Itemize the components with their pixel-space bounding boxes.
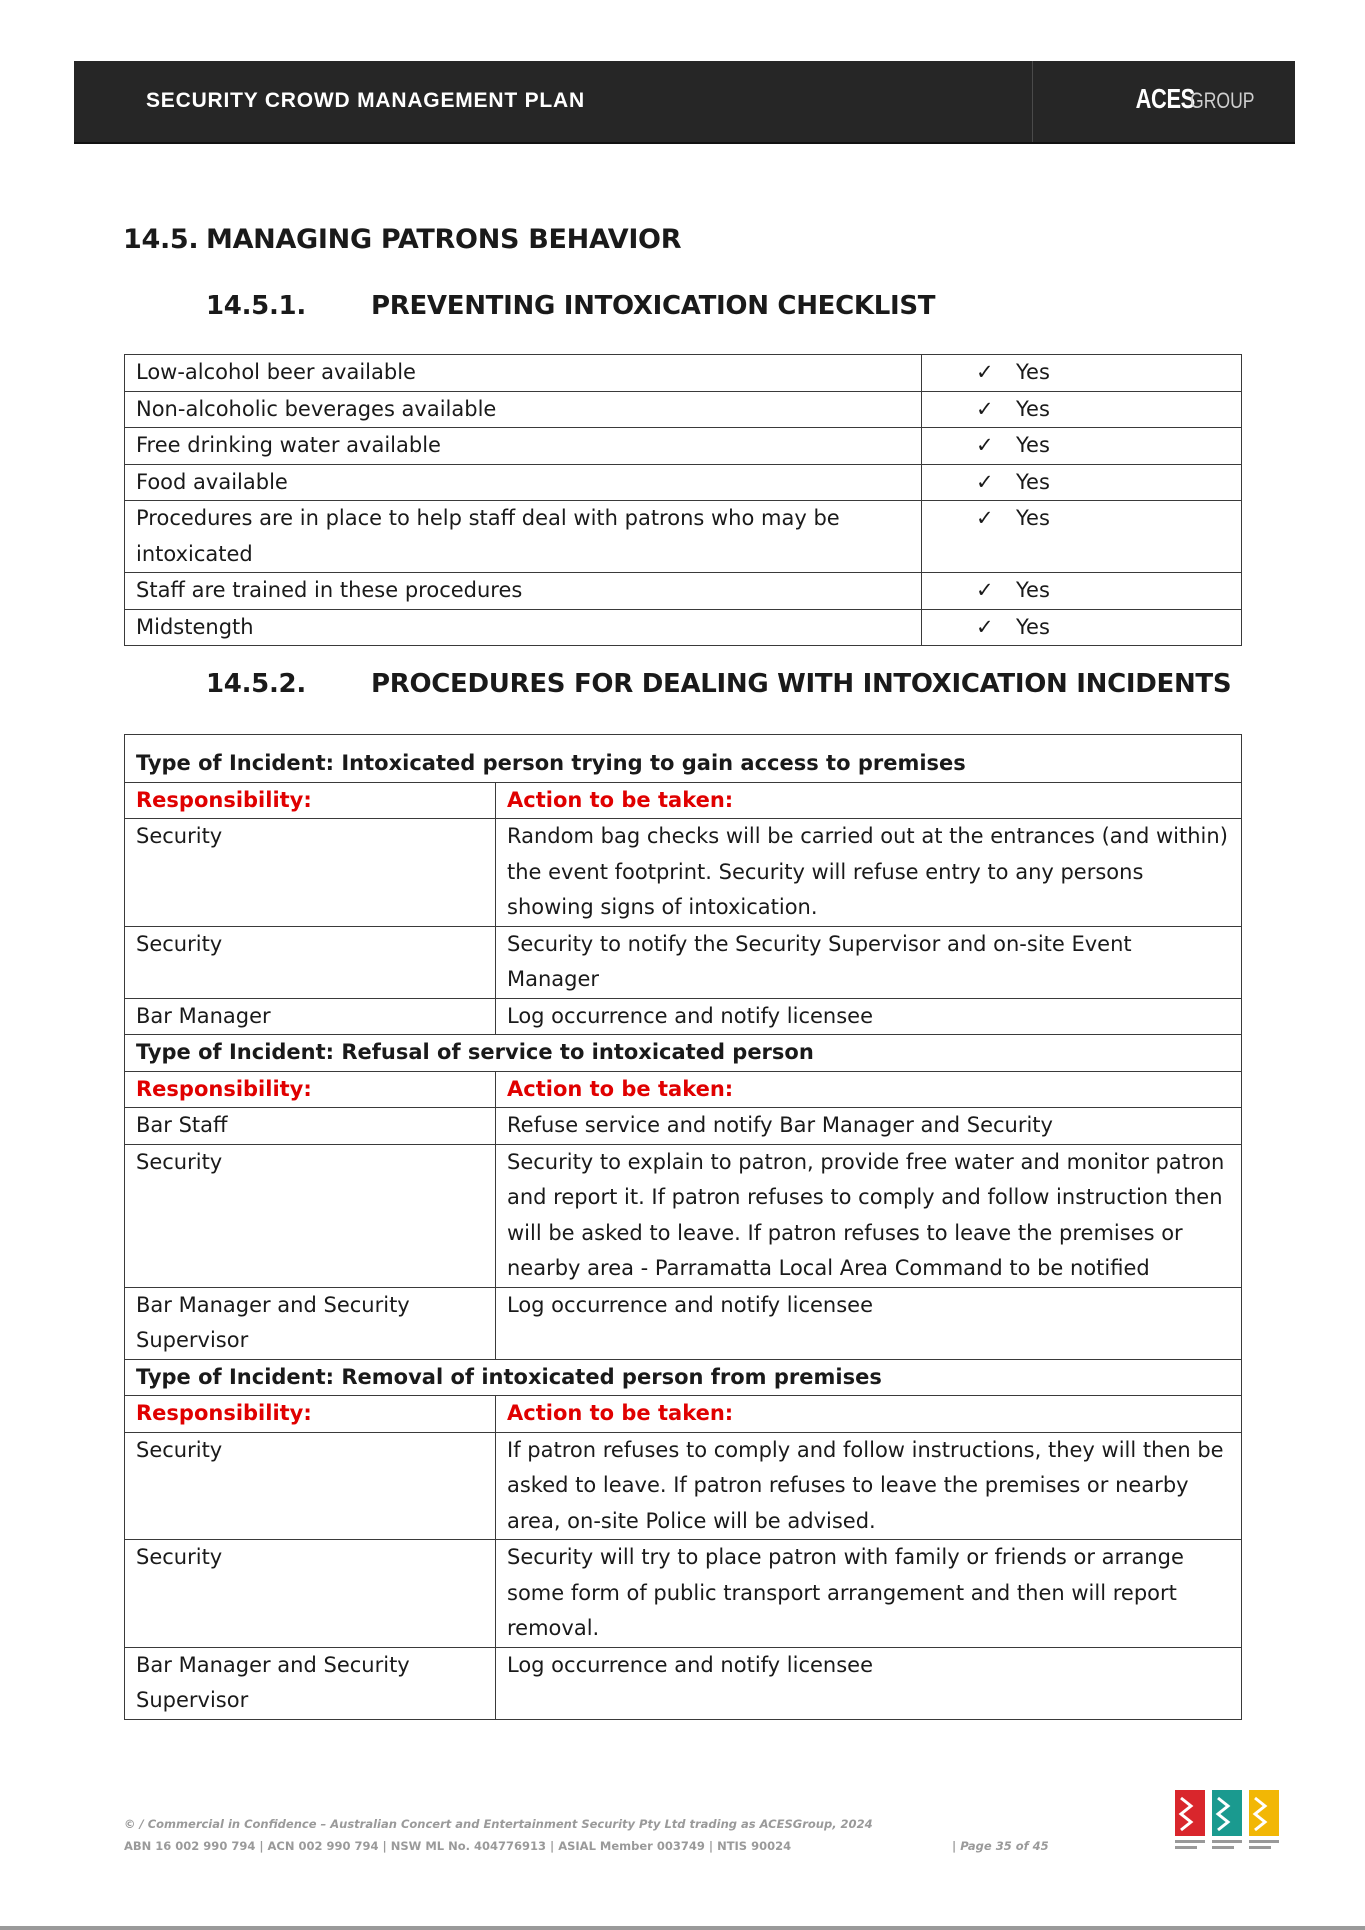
checklist-row (125, 428, 1242, 465)
answer-text: Yes (1016, 506, 1050, 530)
subsection-title-1: PREVENTING INTOXICATION CHECKLIST (371, 291, 936, 321)
incident-row (125, 1540, 1242, 1648)
checklist-item: Midstength (125, 609, 922, 646)
header-title: SECURITY CROWD MANAGEMENT PLAN (146, 89, 585, 112)
logo-strong: ACES (1135, 83, 1195, 114)
checklist-answer (922, 609, 1242, 646)
footer-page-number: | Page 35 of 45 (952, 1839, 1049, 1853)
incident-header-row (125, 1396, 1242, 1433)
incident-type: Type of Incident: Refusal of service to intoxicated person (125, 1035, 1242, 1072)
checklist-item: Free drinking water available (125, 428, 922, 465)
checklist-answer (922, 391, 1242, 428)
checkmark-icon: ✓ (976, 506, 994, 530)
responsibility-cell: Bar Manager and Security Supervisor (125, 1287, 496, 1359)
checklist-row (125, 355, 1242, 392)
footer-abn: ABN 16 002 990 794 | ACN 002 990 794 | NSW ML No. 404776913 | ASIAL Member 003749 | NTIS 90024 (124, 1839, 792, 1853)
responsibility-cell: Security (125, 819, 496, 927)
section-title: MANAGING PATRONS BEHAVIOR (206, 224, 682, 255)
responsibility-header: Responsibility: (125, 1396, 496, 1433)
action-header: Action to be taken: (496, 1071, 1242, 1108)
checklist-row (125, 501, 1242, 573)
responsibility-cell: Bar Manager and Security Supervisor (125, 1647, 496, 1719)
incident-type: Type of Incident: Removal of intoxicated person from premises (125, 1359, 1242, 1396)
checklist-answer (922, 573, 1242, 610)
answer-text: Yes (1016, 614, 1050, 639)
responsibility-header: Responsibility: (125, 782, 496, 819)
answer-text: Yes (1016, 396, 1050, 421)
answer-text: Yes (1016, 433, 1050, 457)
subsection-heading-1 (206, 291, 935, 321)
subsection-heading-2 (206, 669, 1231, 699)
action-cell: Log occurrence and notify licensee (496, 1287, 1242, 1359)
subsection-number-2: 14.5.2. (206, 669, 306, 699)
incident-type-row (125, 735, 1242, 783)
incident-header-row (125, 1071, 1242, 1108)
incident-procedures-table (124, 734, 1242, 1720)
checkmark-icon: ✓ (976, 614, 994, 639)
checklist-answer (922, 464, 1242, 501)
responsibility-cell: Security (125, 926, 496, 998)
action-cell: Log occurrence and notify licensee (496, 1647, 1242, 1719)
checklist-answer (922, 355, 1242, 392)
checkmark-icon: ✓ (976, 469, 994, 494)
bottom-border (0, 1926, 1365, 1930)
section-heading (123, 224, 681, 255)
incident-row (125, 1432, 1242, 1540)
checklist-row (125, 391, 1242, 428)
answer-text: Yes (1016, 469, 1050, 494)
checkmark-icon: ✓ (976, 433, 994, 457)
subsection-title-2: PROCEDURES FOR DEALING WITH INTOXICATION INCIDENTS (371, 669, 1232, 699)
certification-logos (1175, 1790, 1281, 1856)
page-header (74, 61, 1295, 144)
incident-row (125, 1108, 1242, 1145)
answer-text: Yes (1016, 578, 1050, 602)
checklist-answer (922, 501, 1242, 573)
environment-cert-icon (1212, 1790, 1242, 1849)
responsibility-cell: Security (125, 1540, 496, 1648)
checklist-item: Staff are trained in these procedures (125, 573, 922, 610)
action-cell: Log occurrence and notify licensee (496, 998, 1242, 1035)
checklist-item: Procedures are in place to help staff deal with patrons who may be intoxicated (125, 501, 922, 573)
ohs-cert-icon (1249, 1790, 1279, 1849)
responsibility-cell: Bar Staff (125, 1108, 496, 1145)
action-cell: Security will try to place patron with family or friends or arrange some form of public transport arrangement and then will report removal. (496, 1540, 1242, 1648)
incident-type-row (125, 1035, 1242, 1072)
section-number: 14.5. (123, 224, 199, 255)
incident-type: Type of Incident: Intoxicated person trying to gain access to premises (125, 735, 1242, 783)
incident-row (125, 819, 1242, 927)
checklist-item: Low-alcohol beer available (125, 355, 922, 392)
checklist-row (125, 609, 1242, 646)
action-header: Action to be taken: (496, 782, 1242, 819)
incident-row (125, 1647, 1242, 1719)
action-cell: Random bag checks will be carried out at the entrances (and within) the event footprint. Security will refuse entry to any persons showing signs of intoxication. (496, 819, 1242, 927)
incident-row (125, 926, 1242, 998)
action-cell: Security to notify the Security Supervisor and on-site Event Manager (496, 926, 1242, 998)
incident-row (125, 1287, 1242, 1359)
action-cell: Refuse service and notify Bar Manager and Security (496, 1108, 1242, 1145)
checklist-item: Food available (125, 464, 922, 501)
action-cell: If patron refuses to comply and follow instructions, they will then be asked to leave. If patron refuses to leave the premises or nearby area, on-site Police will be advised. (496, 1432, 1242, 1540)
header-divider (1032, 61, 1033, 142)
checkmark-icon: ✓ (976, 360, 994, 384)
responsibility-cell: Bar Manager (125, 998, 496, 1035)
subsection-number-1: 14.5.1. (206, 291, 306, 321)
quality-cert-icon (1175, 1790, 1205, 1849)
logo-light: GROUP (1190, 88, 1255, 113)
checklist-answer (922, 428, 1242, 465)
aces-group-logo (1119, 83, 1271, 115)
checklist-row (125, 573, 1242, 610)
responsibility-cell: Security (125, 1432, 496, 1540)
action-header: Action to be taken: (496, 1396, 1242, 1433)
footer-copyright: © / Commercial in Confidence – Australian Concert and Entertainment Security Pty Ltd trading as ACESGroup, 2024 (124, 1817, 873, 1831)
responsibility-header: Responsibility: (125, 1071, 496, 1108)
action-cell: Security to explain to patron, provide free water and monitor patron and report it. If patron refuses to comply and follow instruction then will be asked to leave. If patron refuses to leave the premises or nearby area - Parramatta Local Area Command to be notified (496, 1144, 1242, 1287)
incident-header-row (125, 782, 1242, 819)
checkmark-icon: ✓ (976, 396, 994, 421)
answer-text: Yes (1016, 360, 1050, 384)
checklist-item: Non-alcoholic beverages available (125, 391, 922, 428)
incident-row (125, 1144, 1242, 1287)
intoxication-checklist-table (124, 354, 1242, 646)
checkmark-icon: ✓ (976, 578, 994, 602)
checklist-row (125, 464, 1242, 501)
incident-row (125, 998, 1242, 1035)
responsibility-cell: Security (125, 1144, 496, 1287)
incident-type-row (125, 1359, 1242, 1396)
